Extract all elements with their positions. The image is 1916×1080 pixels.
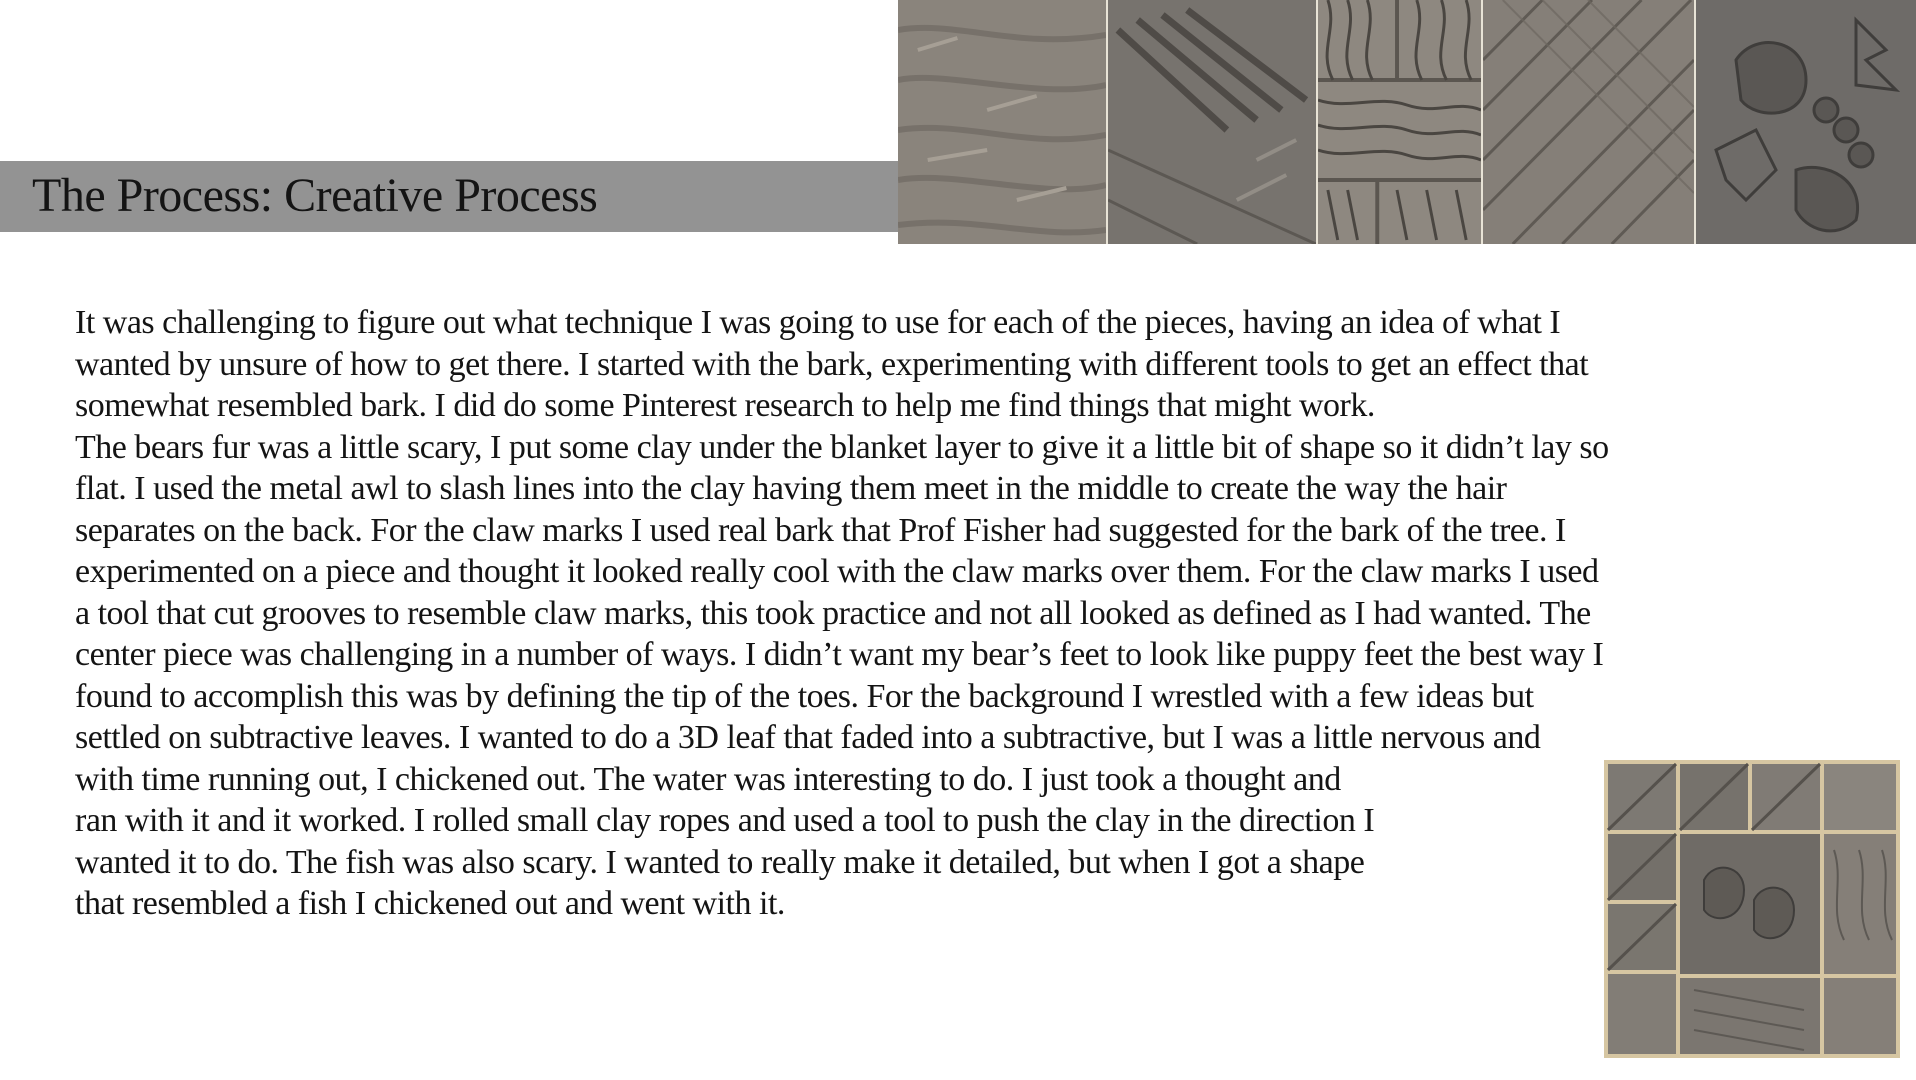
slide-title: The Process: Creative Process: [32, 169, 598, 222]
body-line: settled on subtractive leaves. I wanted to do a 3D leaf that faded into a subtractive, but I was a little nervous and: [75, 719, 1541, 756]
body-line: experimented on a piece and thought it looked really cool with the claw marks over them. For the claw marks I used: [75, 553, 1599, 590]
clay-tile-photo-bark-texture: [1318, 0, 1483, 244]
clay-tile-photo-smooth-bark: [898, 0, 1108, 244]
body-line: found to accomplish this was by defining the tip of the toes. For the background I wrestled with a few ideas but: [75, 677, 1534, 715]
body-line: It was challenging to figure out what technique I was going to use for each of the pieces, having an idea of what I: [75, 304, 1561, 341]
body-line: center piece was challenging in a number of ways. I didn’t want my bear’s feet to look like puppy feet the best way I: [75, 636, 1604, 673]
clay-texture-photo-strip: [898, 0, 1916, 244]
body-line: flat. I used the metal awl to slash lines into the clay having them meet in the middle to create the way the hair: [75, 470, 1507, 507]
clay-tile-photo-claw-marks: [1108, 0, 1318, 244]
finished-clay-panel-photo: [1604, 760, 1900, 1058]
body-line: wanted by unsure of how to get there. I started with the bark, experimenting with different tools to get an effect that: [75, 345, 1589, 383]
body-line: separates on the back. For the claw marks I used real bark that Prof Fisher had suggested for the bark of the tree. I: [75, 511, 1566, 549]
body-line: a tool that cut grooves to resemble claw marks, this took practice and not all looked as defined as I had wanted. The: [75, 594, 1591, 632]
body-line: wanted it to do. The fish was also scary. I wanted to really make it detailed, but when I got a shape: [75, 843, 1365, 881]
body-line: ran with it and it worked. I rolled small clay ropes and used a tool to push the clay in the direction I: [75, 802, 1375, 839]
clay-tile-photo-bear-feet-leaves: [1696, 0, 1916, 244]
body-line: somewhat resembled bark. I did do some Pinterest research to help me find things that might work.: [75, 387, 1375, 424]
clay-tile-photo-fur: [1483, 0, 1696, 244]
body-line: The bears fur was a little scary, I put some clay under the blanket layer to give it a little bit of shape so it didn’t lay so: [75, 428, 1609, 466]
body-line: with time running out, I chickened out. The water was interesting to do. I just took a thought and: [75, 760, 1341, 798]
body-line: that resembled a fish I chickened out and went with it.: [75, 885, 785, 922]
